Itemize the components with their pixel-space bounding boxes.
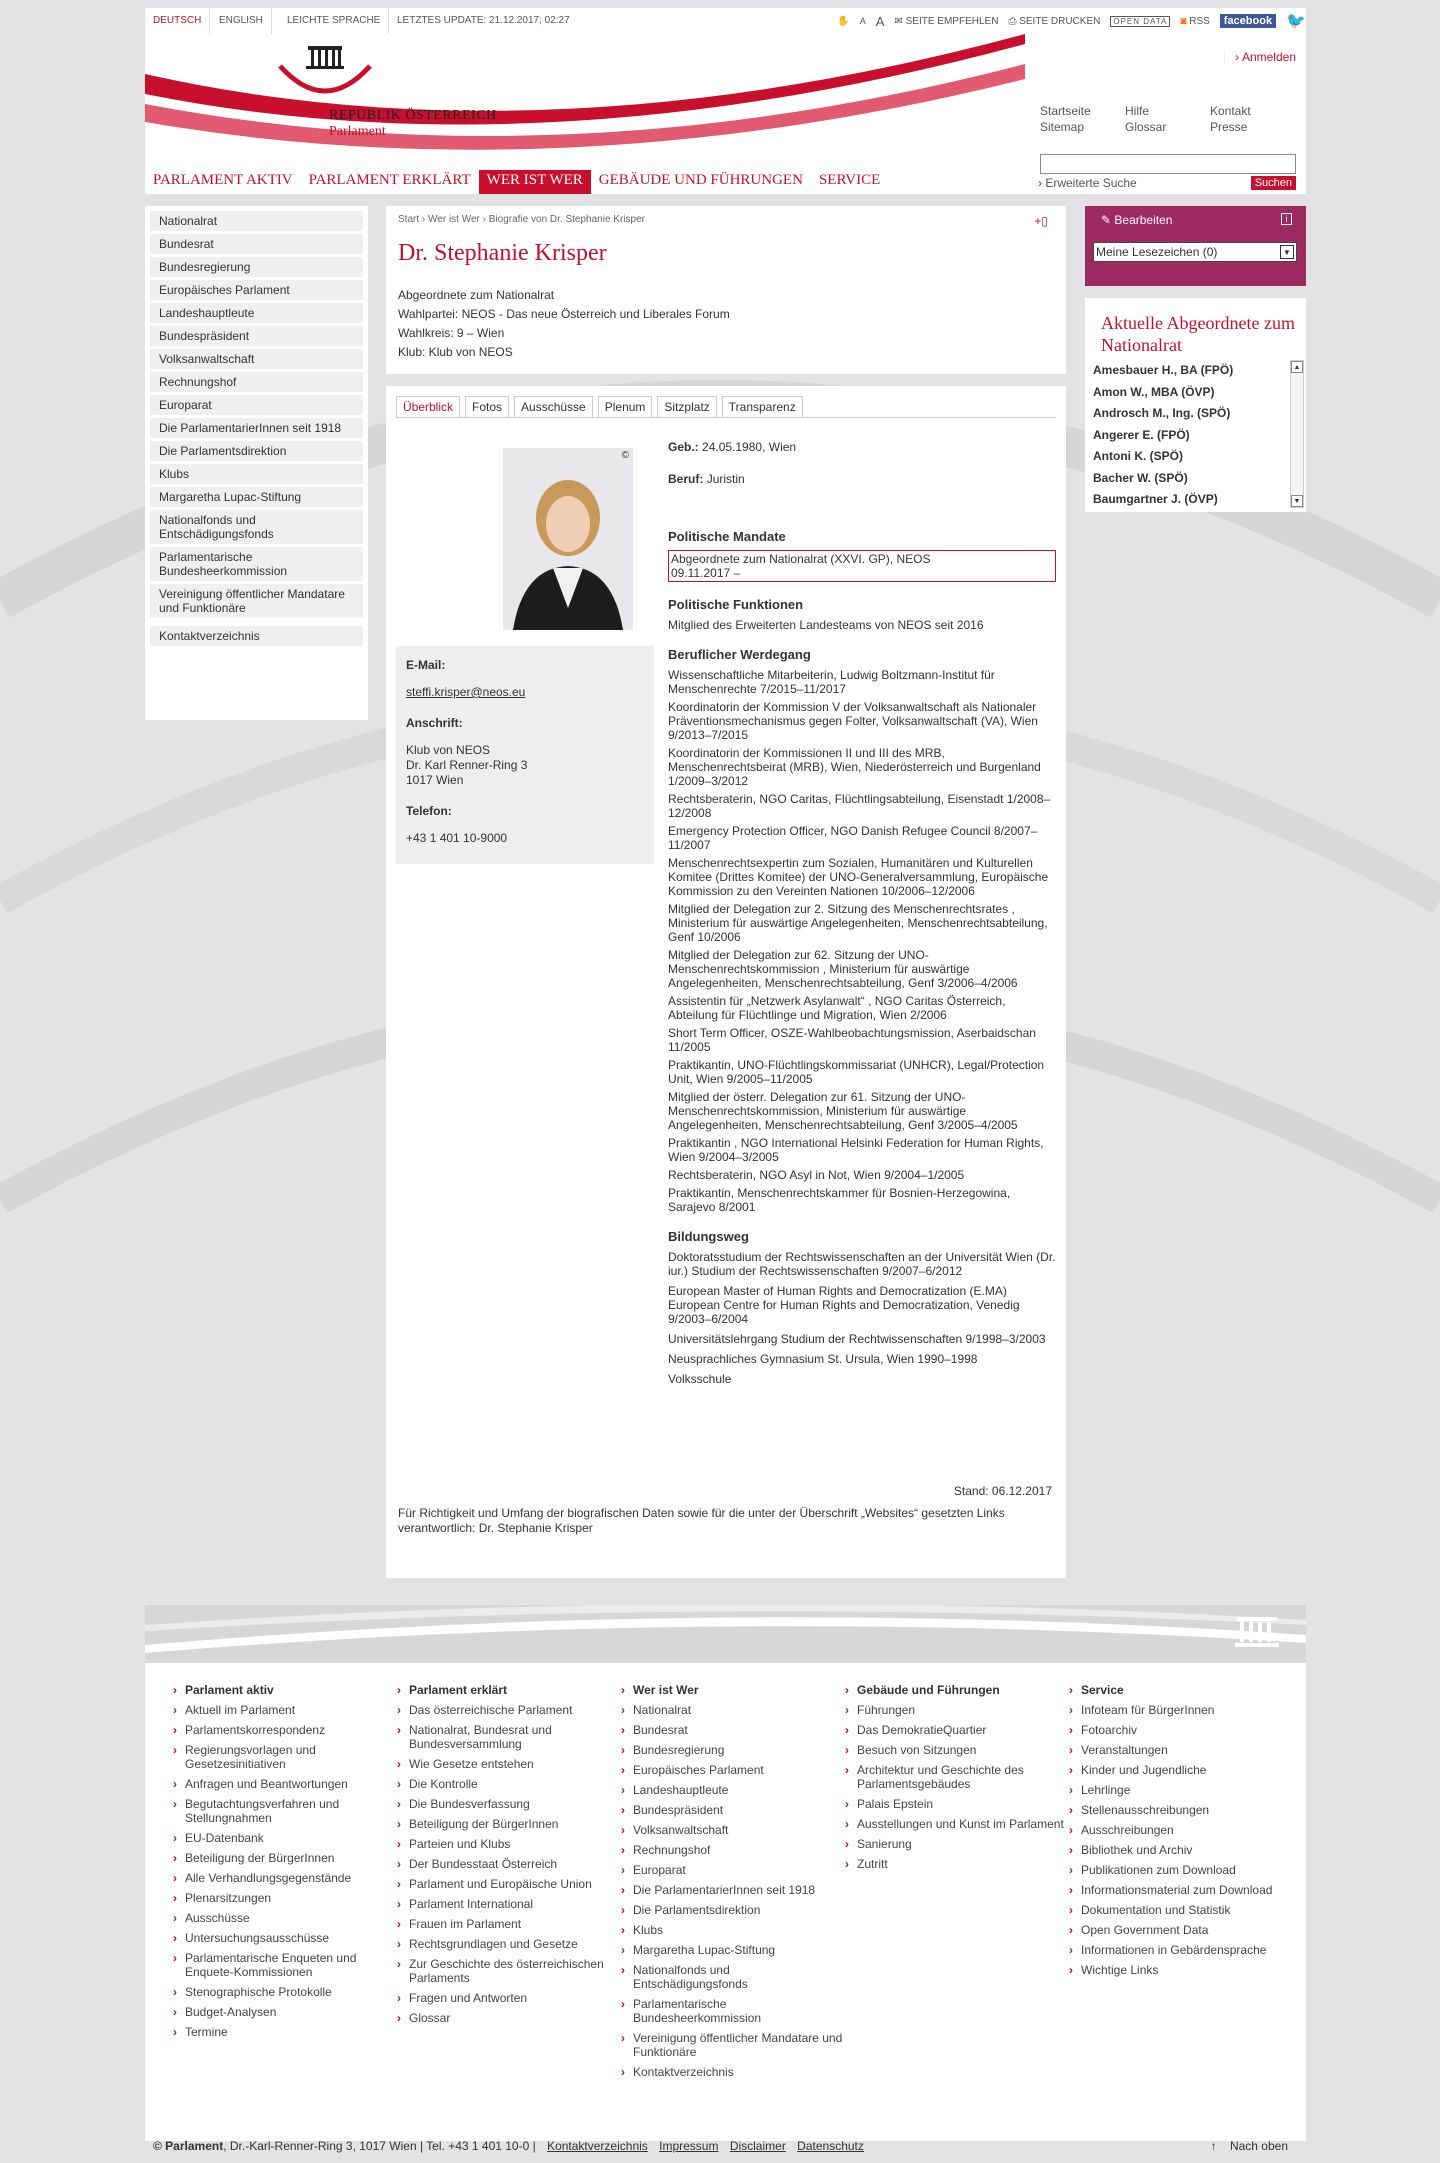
- footer-columns: [173, 1683, 1293, 2085]
- footer-link[interactable]: › Parlamentskorrespondenz: [173, 1723, 397, 1737]
- footer-column: [621, 1683, 845, 2085]
- deputies-scrollbar[interactable]: [1290, 360, 1304, 508]
- profile-tabs: [396, 396, 1056, 418]
- footer-column-heading[interactable]: › Parlament erklärt: [397, 1683, 621, 1697]
- footer-link-kontakt[interactable]: Kontaktverzeichnis: [547, 2139, 648, 2153]
- meta-kontakt[interactable]: Kontakt: [1210, 104, 1251, 118]
- meta-startseite[interactable]: Startseite: [1040, 104, 1091, 118]
- career-item: Praktikantin, UNO-Flüchtlingskommissariat (UNHCR), Legal/Protection Unit, Wien 9/2005–11/2005: [668, 1058, 1045, 1086]
- page-title: Dr. Stephanie Krisper: [398, 240, 607, 266]
- footer-link[interactable]: › Veranstaltungen: [1069, 1743, 1293, 1757]
- recommend-label: SEITE EMPFEHLEN: [905, 15, 999, 27]
- footer-link[interactable]: › Informationen in Gebärdensprache: [1069, 1943, 1293, 1957]
- person-party: Wahlpartei: NEOS - Das neue Österreich und Liberales Forum: [398, 307, 730, 321]
- phone-label: Telefon:: [406, 804, 452, 818]
- sidebar-item[interactable]: Nationalrat: [150, 211, 363, 231]
- mandate-box: [668, 550, 1056, 582]
- footer-link[interactable]: › Architektur und Geschichte des Parlamentsgebäudes: [845, 1763, 1069, 1791]
- footer-link[interactable]: › Beteiligung der BürgerInnen: [397, 1817, 621, 1831]
- email-label: E-Mail:: [406, 658, 446, 672]
- footer-column-heading[interactable]: › Parlament aktiv: [173, 1683, 397, 1697]
- education-item: Volksschule: [668, 1372, 732, 1386]
- site-logo[interactable]: [329, 108, 497, 140]
- footer-link[interactable]: › Bibliothek und Archiv: [1069, 1843, 1293, 1857]
- edit-panel: [1085, 206, 1306, 286]
- search-button[interactable]: Suchen: [1251, 176, 1296, 190]
- footer-column: [397, 1683, 621, 2085]
- sidebar-item[interactable]: Kontaktverzeichnis: [150, 626, 363, 646]
- footer-link[interactable]: › Untersuchungsausschüsse: [173, 1931, 397, 1945]
- meta-glossar[interactable]: Glossar: [1125, 120, 1167, 134]
- job-label: Beruf:: [668, 472, 704, 486]
- bio-details: [668, 440, 1058, 1392]
- breadcrumb-start[interactable]: Start: [398, 214, 420, 225]
- breadcrumb: Start › Wer ist Wer › Biografie von Dr. Stephanie Krisper: [398, 214, 645, 225]
- printer-icon: ⎙: [1008, 15, 1017, 27]
- footer-column: [1069, 1683, 1293, 2085]
- footer-link[interactable]: › Infoteam für BürgerInnen: [1069, 1703, 1293, 1717]
- edit-label: Bearbeiten: [1114, 213, 1173, 227]
- footer-link[interactable]: › Rechtsgrundlagen und Gesetze: [397, 1937, 621, 1951]
- education-heading: Bildungsweg: [668, 1229, 749, 1244]
- nav-wer-ist-wer[interactable]: WER IST WER: [479, 170, 591, 194]
- footer-link-impressum[interactable]: Impressum: [659, 2139, 719, 2153]
- education-item: Doktoratsstudium der Rechtswissenschaften an der Universität Wien (Dr. iur.) Studium der Rechtswissenschaften 9/2007–6/2012: [668, 1250, 1056, 1278]
- footer-link[interactable]: › Die ParlamentarierInnen seit 1918: [621, 1883, 845, 1897]
- footer-swoosh: [145, 1605, 1306, 1663]
- footer-link[interactable]: › Stenographische Protokolle: [173, 1985, 397, 1999]
- footer-column: [173, 1683, 397, 2085]
- career-heading: Beruflicher Werdegang: [668, 647, 811, 662]
- footer-link[interactable]: › Nationalfonds und Entschädigungsfonds: [621, 1963, 845, 1991]
- address-line: 1017 Wien: [406, 773, 464, 787]
- tab-ueberblick[interactable]: Überblick: [396, 396, 460, 417]
- deputy-link[interactable]: Angerer E. (FPÖ): [1093, 427, 1190, 442]
- left-navigation: [145, 206, 368, 720]
- sidebar-item[interactable]: Margaretha Lupac-Stiftung: [150, 487, 363, 507]
- rss-icon: ◙: [1180, 15, 1187, 27]
- footer-link[interactable]: › Nationalrat, Bundesrat und Bundesversammlung: [397, 1723, 621, 1751]
- footer-link[interactable]: › Parlamentarische Enqueten und Enquete-Kommissionen: [173, 1951, 397, 1979]
- person-summary: [398, 286, 730, 362]
- nav-gebaeude[interactable]: GEBÄUDE UND FÜHRUNGEN: [598, 172, 803, 188]
- education-list: [668, 1250, 1058, 1386]
- career-item: Koordinatorin der Kommission V der Volksanwaltschaft als Nationaler Präventionsmechanismus gegen Folter, Volksanwaltschaft (VA), Wien 9/2013–7/2015: [668, 700, 1038, 742]
- footer-link[interactable]: › EU-Datenbank: [173, 1831, 397, 1845]
- deputy-link[interactable]: Baumgartner J. (ÖVP): [1093, 492, 1218, 506]
- birth-label: Geb.:: [668, 440, 699, 454]
- footer-link[interactable]: › Fragen und Antworten: [397, 1991, 621, 2005]
- footer-link[interactable]: › Termine: [173, 2025, 397, 2039]
- deputy-link[interactable]: Amon W., MBA (ÖVP): [1093, 384, 1215, 399]
- sidebar-item[interactable]: Bundespräsident: [150, 326, 363, 346]
- deputies-title: Aktuelle Abgeordnete zum Nationalrat: [1101, 313, 1295, 355]
- birth-row: [668, 440, 1058, 454]
- twitter-icon[interactable]: 🐦: [1286, 13, 1306, 30]
- bookmark-add-icon[interactable]: +▯: [1034, 214, 1048, 228]
- footer-link[interactable]: › Begutachtungsverfahren und Stellungnahmen: [173, 1797, 397, 1825]
- footer-link[interactable]: › Wichtige Links: [1069, 1963, 1293, 1977]
- career-item: Koordinatorin der Kommissionen II und III des MRB, Menschenrechtsbeirat (MRB), Wien, Niederösterreich und Burgenland 1/2009–3/2012: [668, 746, 1041, 788]
- sidebar-item[interactable]: Rechnungshof: [150, 372, 363, 392]
- footer-column-heading[interactable]: › Gebäude und Führungen: [845, 1683, 1069, 1697]
- footer-link[interactable]: › Open Government Data: [1069, 1923, 1293, 1937]
- sidebar-item[interactable]: Bundesregierung: [150, 257, 363, 277]
- email-link[interactable]: steffi.krisper@neos.eu: [406, 685, 526, 699]
- footer-link[interactable]: › Klubs: [621, 1923, 845, 1937]
- footer-link[interactable]: › Stellenausschreibungen: [1069, 1803, 1293, 1817]
- footer-link-disclaimer[interactable]: Disclaimer: [729, 2139, 786, 2153]
- sidebar-item[interactable]: Nationalfonds und Entschädigungsfonds: [150, 510, 363, 544]
- meta-hilfe[interactable]: Hilfe: [1125, 104, 1150, 118]
- scroll-up-icon[interactable]: ▲: [1291, 361, 1303, 373]
- print-label: SEITE DRUCKEN: [1019, 15, 1101, 27]
- sidebar-item[interactable]: Bundesrat: [150, 234, 363, 254]
- person-district: Wahlkreis: 9 – Wien: [398, 326, 505, 340]
- person-role: Abgeordnete zum Nationalrat: [398, 288, 555, 302]
- career-item: Menschenrechtsexpertin zum Sozialen, Humanitären und Kulturellen Komitee (Drittes Komitee) der UNO-Generalversammlung, Europäische Kommission zu den Vereinten Nationen 10/2006–12/2006: [668, 856, 1049, 898]
- footer-link[interactable]: › Informationsmaterial zum Download: [1069, 1883, 1293, 1897]
- search-row: [1038, 176, 1300, 190]
- footer-link[interactable]: › Das österreichische Parlament: [397, 1703, 621, 1717]
- footer-column: [845, 1683, 1069, 2085]
- footer-link[interactable]: › Landeshauptleute: [621, 1783, 845, 1797]
- address: [406, 743, 644, 788]
- footer-column-heading[interactable]: › Service: [1069, 1683, 1293, 1697]
- footer-link[interactable]: › Lehrlinge: [1069, 1783, 1293, 1797]
- sign-language-icon[interactable]: ✋: [837, 15, 850, 27]
- sidebar-item[interactable]: Europarat: [150, 395, 363, 415]
- print-link[interactable]: [1008, 16, 1100, 27]
- footer-link[interactable]: › Alle Verhandlungsgegenstände: [173, 1871, 397, 1885]
- deputy-link[interactable]: Amesbauer H., BA (FPÖ): [1093, 363, 1234, 377]
- rss-label: RSS: [1189, 15, 1210, 27]
- sidebar-item[interactable]: Die Parlamentsdirektion: [150, 441, 363, 461]
- education-item: Universitätslehrgang Studium der Rechtwissenschaften 9/1998–3/2003: [668, 1332, 1046, 1346]
- login-link[interactable]: › Anmelden: [1224, 50, 1296, 64]
- tab-ausschuesse[interactable]: Ausschüsse: [514, 396, 593, 417]
- sidebar-item[interactable]: Landeshauptleute: [150, 303, 363, 323]
- search-input[interactable]: [1040, 154, 1296, 174]
- chevron-down-icon: ▼: [1280, 245, 1294, 259]
- contact-box: [396, 646, 654, 864]
- career-item: Short Term Officer, OSZE-Wahlbeobachtungsmission, Aserbaidschan 11/2005: [668, 1026, 1036, 1054]
- nav-parlament-aktiv[interactable]: PARLAMENT AKTIV: [153, 172, 293, 188]
- functions-list: [668, 618, 1058, 632]
- recommend-link[interactable]: [894, 16, 998, 27]
- portrait-image: [503, 448, 633, 630]
- logo-line-2: Parlament: [329, 124, 386, 139]
- copyright-text: © Parlament: [153, 2139, 224, 2153]
- functions-heading: Politische Funktionen: [668, 597, 804, 612]
- mandate-line: Abgeordnete zum Nationalrat (XXVI. GP), NEOS: [671, 552, 931, 566]
- top-bar: [145, 8, 1306, 34]
- stand-date: Stand: 06.12.2017: [953, 1484, 1052, 1498]
- career-item: Praktikantin , NGO International Helsinki Federation for Human Rights, Wien 9/2004–3/2005: [668, 1136, 1044, 1164]
- footer-link[interactable]: › Europäisches Parlament: [621, 1763, 845, 1777]
- footer-link[interactable]: › Parlament International: [397, 1897, 621, 1911]
- mail-icon: ✉: [894, 15, 903, 27]
- career-item: Wissenschaftliche Mitarbeiterin, Ludwig Boltzmann-Institut für Menschenrechte 7/2015–11/2017: [668, 668, 995, 696]
- footer-link[interactable]: › Besuch von Sitzungen: [845, 1743, 1069, 1757]
- footer-link[interactable]: › Dokumentation und Statistik: [1069, 1903, 1293, 1917]
- copyright-icon[interactable]: ©: [621, 450, 629, 461]
- career-list: [668, 668, 1058, 1214]
- footer-link[interactable]: › Anfragen und Beantwortungen: [173, 1777, 397, 1791]
- footer-link[interactable]: › Ausstellungen und Kunst im Parlament: [845, 1817, 1069, 1831]
- login-label: Anmelden: [1241, 50, 1296, 64]
- footer-link[interactable]: › Das DemokratieQuartier: [845, 1723, 1069, 1737]
- career-item: Rechtsberaterin, NGO Asyl in Not, Wien 9/2004–1/2005: [668, 1168, 965, 1182]
- rss-link[interactable]: [1180, 16, 1209, 27]
- arrow-up-icon: ↑: [1210, 2139, 1217, 2153]
- scroll-down-icon[interactable]: ▼: [1291, 495, 1303, 507]
- job-value: Juristin: [706, 472, 745, 486]
- top-tools: [837, 8, 1306, 34]
- footer-link[interactable]: › Die Parlamentsdirektion: [621, 1903, 845, 1917]
- footer-link[interactable]: › Budget-Analysen: [173, 2005, 397, 2019]
- meta-navigation: [1040, 104, 1295, 134]
- facebook-link[interactable]: facebook: [1220, 14, 1276, 28]
- footer-link-datenschutz[interactable]: Datenschutz: [797, 2139, 864, 2153]
- address-line: Dr. Karl Renner-Ring 3: [406, 758, 528, 772]
- footer-link[interactable]: › Kinder und Jugendliche: [1069, 1763, 1293, 1777]
- advanced-search-link[interactable]: Erweiterte Suche: [1045, 176, 1137, 190]
- meta-presse[interactable]: Presse: [1210, 120, 1248, 134]
- edit-title[interactable]: [1101, 213, 1172, 227]
- footer-link[interactable]: › Bundespräsident: [621, 1803, 845, 1817]
- job-row: [668, 472, 1058, 486]
- deputy-link[interactable]: Antoni K. (SPÖ): [1093, 449, 1183, 463]
- footer-link[interactable]: › Fotoarchiv: [1069, 1723, 1293, 1737]
- sidebar-item[interactable]: Volksanwaltschaft: [150, 349, 363, 369]
- footer-link[interactable]: › Die Bundesverfassung: [397, 1797, 621, 1811]
- footer-link[interactable]: › Beteiligung der BürgerInnen: [173, 1851, 397, 1865]
- footer-link[interactable]: › Parlament und Europäische Union: [397, 1877, 621, 1891]
- function-item: Mitglied des Erweiterten Landesteams von NEOS seit 2016: [668, 618, 984, 632]
- breadcrumb-current: Biografie von Dr. Stephanie Krisper: [488, 214, 645, 225]
- footer-link[interactable]: › Plenarsitzungen: [173, 1891, 397, 1905]
- bookmarks-select[interactable]: [1093, 242, 1297, 262]
- logo-line-1: REPUBLIK ÖSTERREICH: [329, 108, 497, 123]
- footer-link[interactable]: › Margaretha Lupac-Stiftung: [621, 1943, 845, 1957]
- tab-sitzplatz[interactable]: Sitzplatz: [657, 396, 716, 417]
- deputies-list: [1093, 360, 1287, 508]
- mandate-line: 09.11.2017 –: [671, 566, 741, 580]
- main-navigation: [145, 170, 888, 194]
- footer-link[interactable]: › Zutritt: [845, 1857, 1069, 1871]
- bookmarks-value: Meine Lesezeichen (0): [1096, 245, 1218, 259]
- footer-link[interactable]: › Palais Epstein: [845, 1797, 1069, 1811]
- sidebar-item[interactable]: Die ParlamentarierInnen seit 1918: [150, 418, 363, 438]
- meta-sitemap[interactable]: Sitemap: [1040, 120, 1085, 134]
- nav-parlament-erklaert[interactable]: PARLAMENT ERKLÄRT: [308, 172, 471, 188]
- footer-link[interactable]: › Nationalrat: [621, 1703, 845, 1717]
- deputy-link[interactable]: Bacher W. (SPÖ): [1093, 470, 1188, 485]
- education-item: Neusprachliches Gymnasium St. Ursula, Wien 1990–1998: [668, 1352, 978, 1366]
- breadcrumb-wer-ist-wer[interactable]: Wer ist Wer: [428, 214, 480, 225]
- profile-body: [386, 386, 1066, 1578]
- footer-link[interactable]: › Regierungsvorlagen und Gesetzesinitiativen: [173, 1743, 397, 1771]
- footer-link[interactable]: › Publikationen zum Download: [1069, 1863, 1293, 1877]
- footer-link[interactable]: › Frauen im Parlament: [397, 1917, 621, 1931]
- site-header: [145, 8, 1306, 194]
- footer-link[interactable]: › Glossar: [397, 2011, 621, 2025]
- footer-link[interactable]: › Volksanwaltschaft: [621, 1823, 845, 1837]
- footer-band: [145, 1605, 1306, 1663]
- footer-link[interactable]: › Bundesrat: [621, 1723, 845, 1737]
- career-item: Emergency Protection Officer, NGO Danish Refugee Council 8/2007–11/2007: [668, 824, 1038, 852]
- footer-link[interactable]: › Rechnungshof: [621, 1843, 845, 1857]
- footer-link[interactable]: › Ausschreibungen: [1069, 1823, 1293, 1837]
- lang-leichte-sprache[interactable]: LEICHTE SPRACHE: [279, 8, 389, 34]
- tab-plenum[interactable]: Plenum: [598, 396, 653, 417]
- profile-header: [386, 206, 1066, 374]
- footer-link[interactable]: › Sanierung: [845, 1837, 1069, 1851]
- sidebar-item[interactable]: Parlamentarische Bundesheerkommission: [150, 547, 363, 581]
- footer-link[interactable]: › Führungen: [845, 1703, 1069, 1717]
- career-item: Rechtsberaterin, NGO Caritas, Flüchtlingsabteilung, Eisenstadt 1/2008–12/2008: [668, 792, 1051, 820]
- tab-fotos[interactable]: Fotos: [465, 396, 509, 417]
- footer-link[interactable]: › Vereinigung öffentlicher Mandatare und Funktionäre: [621, 2031, 845, 2059]
- address-line: Klub von NEOS: [406, 743, 491, 757]
- phone-number: +43 1 401 10-9000: [406, 831, 508, 845]
- chevron-right-icon: ›: [1038, 176, 1042, 190]
- career-item: Mitglied der Delegation zur 2. Sitzung des Menschenrechtsrates , Ministerium für auswärtige Angelegenheiten, Menschenrechtsabteilung, Genf 10/2006: [668, 902, 1048, 944]
- footer-column-heading[interactable]: › Wer ist Wer: [621, 1683, 845, 1697]
- footer-link[interactable]: › Kontaktverzeichnis: [621, 2065, 845, 2079]
- footer-link[interactable]: › Der Bundesstaat Österreich: [397, 1857, 621, 1871]
- career-item: Mitglied der Delegation zur 62. Sitzung der UNO-Menschenrechtskommission , Ministerium für auswärtige Angelegenheiten, Menschenrechtsabteilung, Genf 3/2006–4/2006: [668, 948, 1018, 990]
- career-item: Praktikantin, Menschenrechtskammer für Bosnien-Herzegowina, Sarajevo 8/2001: [668, 1186, 1011, 1214]
- education-item: European Master of Human Rights and Democratization (E.MA) European Centre for Human Rights and Democratization, Venedig 9/2003–6/2004: [668, 1284, 1020, 1326]
- person-club: Klub: Klub von NEOS: [398, 345, 513, 359]
- footer-link[interactable]: › Ausschüsse: [173, 1911, 397, 1925]
- mandate-heading: Politische Mandate: [668, 529, 786, 544]
- footer-link[interactable]: › Parlamentarische Bundesheerkommission: [621, 1997, 845, 2025]
- deputy-link[interactable]: Androsch M., Ing. (SPÖ): [1093, 406, 1231, 420]
- back-to-top-label: Nach oben: [1229, 2139, 1288, 2153]
- footer-link[interactable]: › Wie Gesetze entstehen: [397, 1757, 621, 1771]
- site-footer: [145, 1605, 1306, 2153]
- portrait-photo[interactable]: [503, 448, 633, 630]
- font-large-button[interactable]: A: [875, 13, 885, 29]
- pencil-icon: ✎: [1101, 213, 1112, 227]
- sidebar-item[interactable]: Europäisches Parlament: [150, 280, 363, 300]
- nav-service[interactable]: SERVICE: [818, 172, 881, 188]
- birth-value: 24.05.1980, Wien: [702, 440, 797, 454]
- footer-address: , Dr.-Karl-Renner-Ring 3, 1017 Wien | Tel. +43 1 401 10-0 |: [223, 2139, 536, 2153]
- career-item: Mitglied der österr. Delegation zur 61. Sitzung der UNO-Menschenrechtskommission, Ministerium für auswärtige Angelegenheiten, Menschenrechtsabteilung, Genf 3/2005–4/2005: [668, 1090, 1018, 1132]
- sidebar-item[interactable]: Klubs: [150, 464, 363, 484]
- footer-link[interactable]: › Aktuell im Parlament: [173, 1703, 397, 1717]
- back-to-top[interactable]: [1211, 2139, 1288, 2153]
- parliament-logo-icon: [275, 36, 385, 106]
- footer-bottom: [153, 2139, 1298, 2153]
- footer-link[interactable]: › Europarat: [621, 1863, 845, 1877]
- last-update: LETZTES UPDATE: 21.12.2017; 02:27: [397, 15, 570, 26]
- lang-english[interactable]: ENGLISH: [211, 8, 272, 34]
- font-small-button[interactable]: A: [859, 16, 866, 26]
- sidebar-item[interactable]: Vereinigung öffentlicher Mandatare und Funktionäre: [150, 584, 363, 618]
- address-label: Anschrift:: [406, 716, 463, 730]
- disclaimer: Für Richtigkeit und Umfang der biografischen Daten sowie für die unter der Überschrift „Websites“ gesetzten Links verantwortlich: Dr. Stephanie Krisper: [398, 1506, 1005, 1535]
- current-deputies-panel: [1085, 298, 1306, 512]
- footer-link[interactable]: › Zur Geschichte des österreichischen Parlaments: [397, 1957, 621, 1985]
- info-icon[interactable]: i: [1281, 213, 1292, 225]
- footer-link[interactable]: › Bundesregierung: [621, 1743, 845, 1757]
- open-data-link[interactable]: OPEN DATA: [1110, 16, 1170, 27]
- career-item: Assistentin für „Netzwerk Asylanwalt“ , NGO Caritas Österreich, Abteilung für Flüchtlinge und Migration, Wien 2/2006: [668, 994, 1006, 1022]
- lang-deutsch[interactable]: DEUTSCH: [145, 8, 210, 34]
- footer-link[interactable]: › Parteien und Klubs: [397, 1837, 621, 1851]
- footer-link[interactable]: › Die Kontrolle: [397, 1777, 621, 1791]
- tab-transparenz[interactable]: Transparenz: [722, 396, 803, 417]
